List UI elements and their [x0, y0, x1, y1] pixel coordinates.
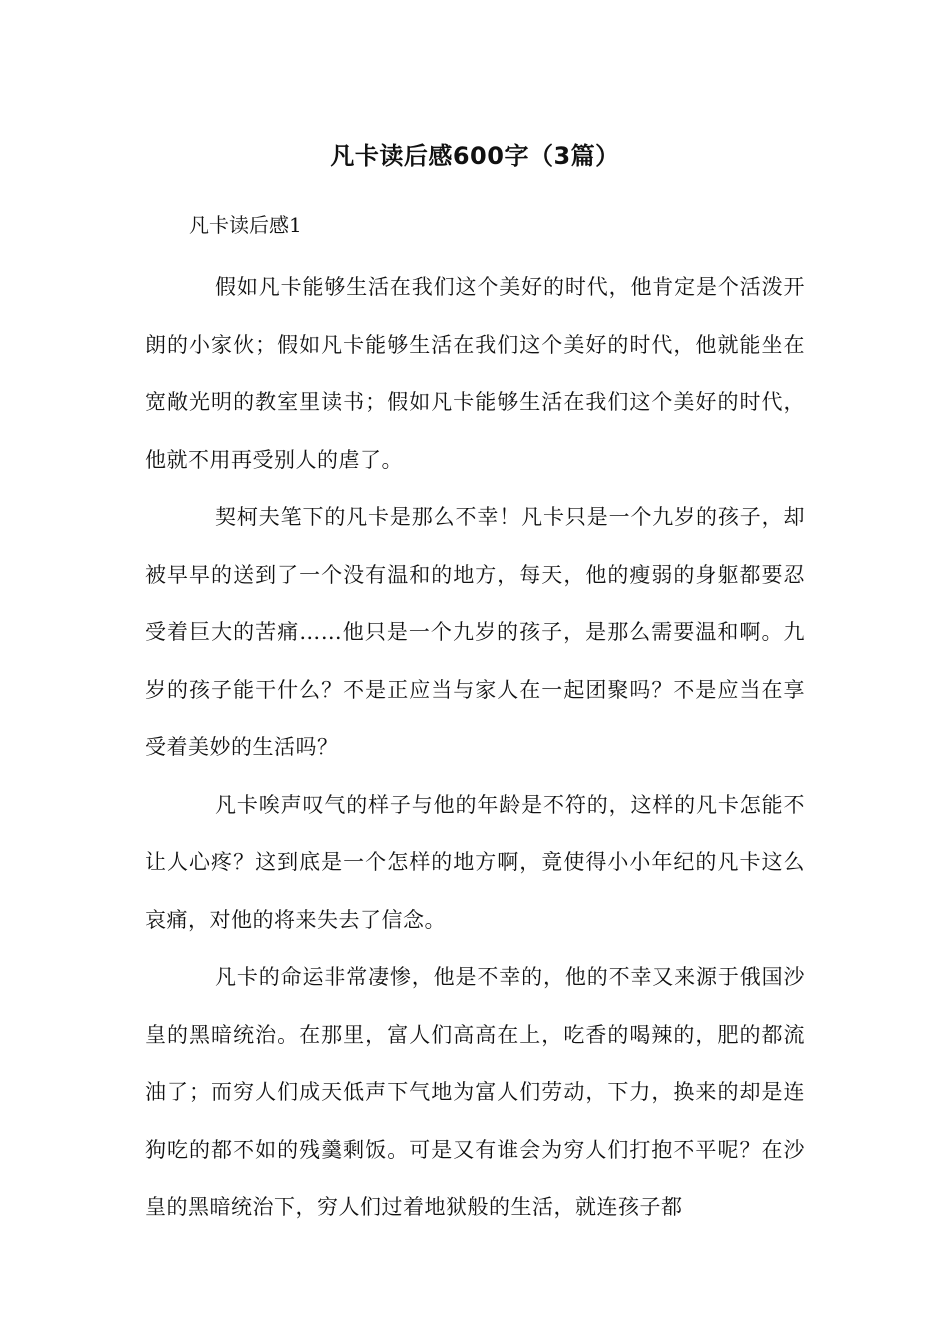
document-title: 凡卡读后感600字（3篇） [330, 142, 620, 170]
paragraph-2: 契柯夫笔下的凡卡是那么不幸！凡卡只是一个九岁的孩子，却被早早的送到了一个没有温和的地方，每天，他的瘦弱的身躯都要忍受着巨大的苦痛……他只是一个九岁的孩子，是那么需要温和啊。九岁的孩子能干什么？不是正应当与家人在一起团聚吗？不是应当在享受着美妙的生活吗？ [145, 505, 805, 759]
document-body [145, 259, 805, 1237]
paragraph-4: 凡卡的命运非常凄惨，他是不幸的，他的不幸又来源于俄国沙皇的黑暗统治。在那里，富人们高高在上，吃香的喝辣的，肥的都流油了；而穷人们成天低声下气地为富人们劳动，下力，换来的却是连狗吃的都不如的残羹剩饭。可是又有谁会为穷人们打抱不平呢？在沙皇的黑暗统治下，穷人们过着地狱般的生活，就连孩子都 [145, 965, 805, 1219]
section-heading: 凡卡读后感1 [189, 213, 302, 237]
paragraph-1: 假如凡卡能够生活在我们这个美好的时代，他肯定是个活泼开朗的小家伙；假如凡卡能够生活在我们这个美好的时代，他就能坐在宽敞光明的教室里读书；假如凡卡能够生活在我们这个美好的时代，他就不用再受别人的虐了。 [145, 275, 805, 472]
paragraph-3: 凡卡唉声叹气的样子与他的年龄是不符的，这样的凡卡怎能不让人心疼？这到底是一个怎样的地方啊，竟使得小小年纪的凡卡这么哀痛，对他的将来失去了信念。 [145, 792, 805, 932]
